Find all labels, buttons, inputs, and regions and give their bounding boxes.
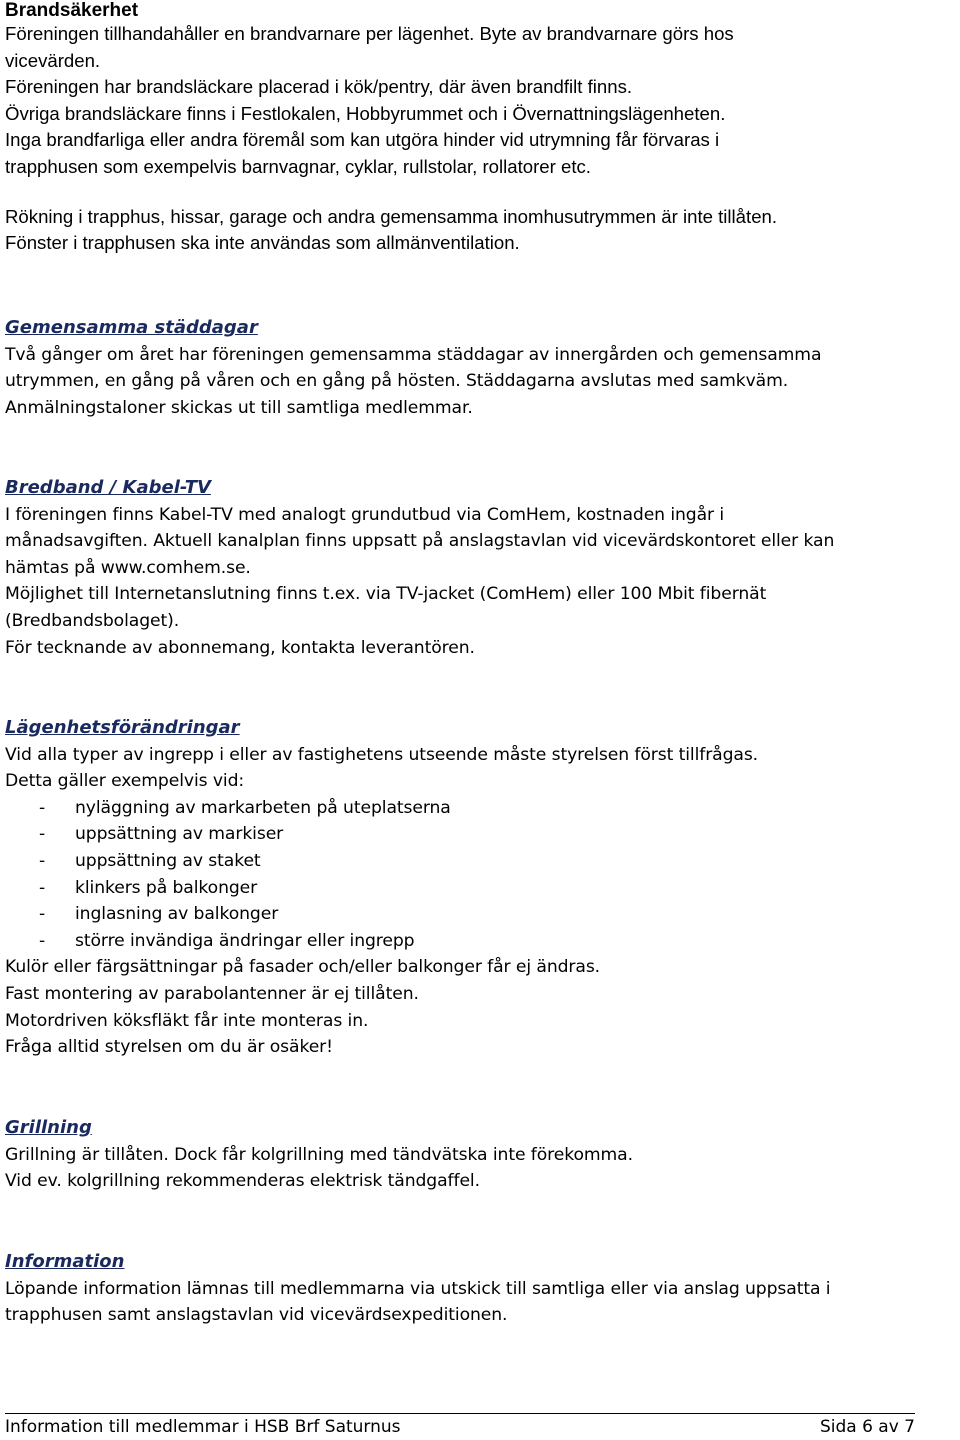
text-line: månadsavgiften. Aktuell kanalplan finns uppsatt på anslagstavlan vid vicevärdskontoret eller kan [5,531,835,552]
heading-lagenhetsforandringar: Lägenhetsförändringar [5,717,240,738]
text-line: Fast montering av parabolantenner är ej tillåten. [5,983,419,1004]
text-line: Fönster i trapphusen ska inte användas som allmänventilation. [5,232,520,254]
list-dash: - [39,850,46,871]
page-footer [5,1413,915,1440]
text-line: Löpande information lämnas till medlemmarna via utskick till samtliga eller via anslag uppsatta i [5,1278,831,1299]
paragraph-lagenhetsforandringar [5,742,950,1061]
text-line: Detta gäller exempelvis vid: [5,771,245,792]
text-line: Motordriven köksfläkt får inte monteras in. [5,1010,369,1031]
text-line: Fråga alltid styrelsen om du är osäker! [5,1037,333,1058]
section-grillning [5,1115,950,1195]
list-item [5,928,950,955]
text-line: Föreningen har brandsläckare placerad i kök/pentry, där även brandfilt finns. [5,76,633,98]
list-item [5,821,950,848]
heading-gemensamma-staddagar: Gemensamma städdagar [5,317,258,338]
section-brandsakerhet [5,0,950,257]
list-item [5,848,950,875]
text-line: För tecknande av abonnemang, kontakta leverantören. [5,637,475,658]
text-line: Rökning i trapphus, hissar, garage och andra gemensamma inomhusutrymmen är inte tillåten. [5,205,778,227]
text-line: Föreningen tillhandahåller en brandvarnare per lägenhet. Byte av brandvarnare görs hos [5,23,734,44]
text-line: I föreningen finns Kabel-TV med analogt grundutbud via ComHem, kostnaden ingår i [5,504,725,525]
paragraph-bredband [5,502,950,662]
paragraph-rokning [5,204,950,257]
list-item-text: inglasning av balkonger [75,904,279,925]
heading-grillning: Grillning [5,1117,92,1138]
text-line: utrymmen, en gång på våren och en gång på hösten. Städdagarna avslutas med samkväm. [5,371,789,392]
heading-information: Information [5,1251,125,1272]
list-item-text: uppsättning av markiser [75,824,284,845]
list-item [5,795,950,822]
text-line: Vid alla typer av ingrepp i eller av fastighetens utseende måste styrelsen först tillfrågas. [5,744,759,765]
text-line: hämtas på www.comhem.se. [5,557,251,578]
paragraph-information [5,1276,950,1329]
text-line: Möjlighet till Internetanslutning finns t.ex. via TV-jacket (ComHem) eller 100 Mbit fibernät [5,584,767,605]
text-line: trapphusen samt anslagstavlan vid vicevärdsexpeditionen. [5,1305,508,1326]
text-line: Anmälningstaloner skickas ut till samtliga medlemmar. [5,397,473,418]
list-dash: - [39,824,46,845]
list-item-text: klinkers på balkonger [75,877,258,898]
text-line: Två gånger om året har föreningen gemensamma städdagar av innergården och gemensamma [5,344,822,365]
heading-brandsakerhet: Brandsäkerhet [5,0,139,21]
heading-bredband: Bredband / Kabel-TV [5,477,211,498]
text-line: Övriga brandsläckare finns i Festlokalen, Hobbyrummet och i Övernattningslägenheten. [5,102,726,124]
text-line: Inga brandfarliga eller andra föremål som kan utgöra hinder vid utrymning får förvaras i [5,129,720,151]
text-line: (Bredbandsbolaget). [5,610,180,631]
page-number: Sida 6 av 7 [819,1417,915,1437]
list-item-text: större invändiga ändringar eller ingrepp [75,930,415,951]
section-bredband [5,475,950,661]
text-line: Kulör eller färgsättningar på fasader och/eller balkonger får ej ändras. [5,957,601,978]
text-line: Vid ev. kolgrillning rekommenderas elektrisk tändgaffel. [5,1171,480,1192]
list-dash: - [39,930,46,951]
section-lagenhetsforandringar [5,715,950,1061]
footer-title: Information till medlemmar i HSB Brf Saturnus [5,1417,401,1437]
list-dash: - [39,904,46,925]
list-item-text: nyläggning av markarbeten på uteplatserna [75,797,451,818]
paragraph-brandsakerhet [5,21,950,181]
text-line: trapphusen som exempelvis barnvagnar, cyklar, rullstolar, rollatorer etc. [5,155,591,177]
section-information [5,1249,950,1329]
list-dash: - [39,797,46,818]
list-item [5,901,950,928]
list-dash: - [39,877,46,898]
paragraph-grillning [5,1142,950,1195]
list-item-text: uppsättning av staket [75,850,261,871]
text-line: Grillning är tillåten. Dock får kolgrillning med tändvätska inte förekomma. [5,1144,633,1165]
paragraph-gemensamma-staddagar [5,342,950,422]
text-line: vicevärden. [5,49,101,71]
example-list [5,795,950,955]
list-item [5,875,950,902]
section-gemensamma-staddagar [5,315,950,421]
